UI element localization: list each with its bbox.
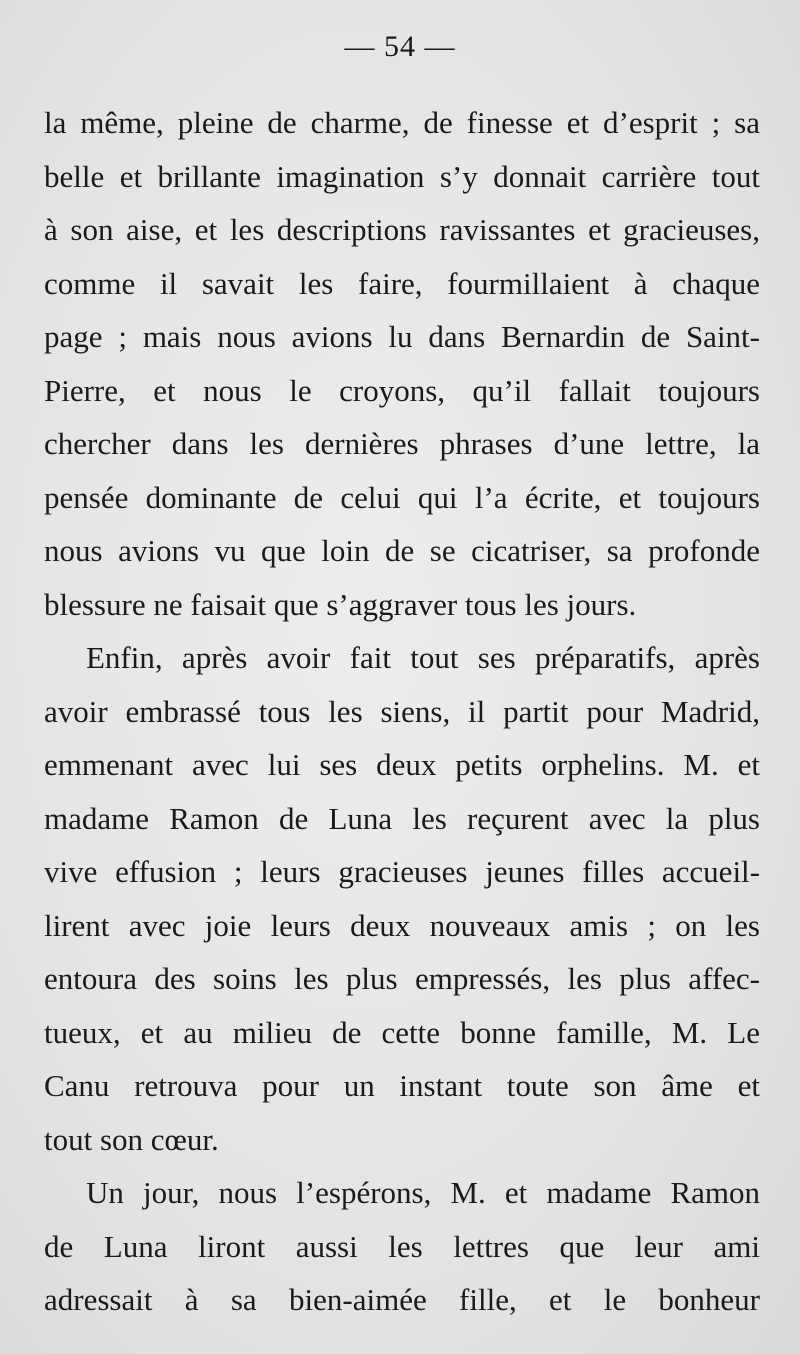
- text-line: belle et brillante imagination s’y donnait carrière tout: [44, 158, 760, 194]
- paragraph-3: [44, 1166, 760, 1327]
- text-line: madame Ramon de Luna les reçurent avec la plus: [44, 800, 760, 836]
- text-line: Enfin, après avoir fait tout ses préparatifs, après: [86, 640, 760, 675]
- text-line: à son aise, et les descriptions ravissantes et gracieuses,: [44, 212, 760, 247]
- text-line: Un jour, nous l’espérons, M. et madame Ramon: [86, 1175, 760, 1210]
- text-line: lirent avec joie leurs deux nouveaux amis ; on les: [44, 907, 760, 943]
- page-number: — 54 —: [344, 30, 456, 63]
- text-line: Canu retrouva pour un instant toute son âme et: [44, 1068, 760, 1103]
- text-line: tout son cœur.: [44, 1121, 219, 1157]
- text-line: emmenant avec lui ses deux petits orphelins. M. et: [44, 747, 760, 782]
- text-line: entoura des soins les plus empressés, les plus affec-: [44, 961, 760, 996]
- text-line: pensée dominante de celui qui l’a écrite, et toujours: [44, 479, 760, 515]
- text-line: blessure ne faisait que s’aggraver tous les jours.: [44, 586, 637, 622]
- text-line: vive effusion ; leurs gracieuses jeunes filles accueil-: [44, 854, 760, 889]
- text-line: avoir embrassé tous les siens, il partit pour Madrid,: [44, 693, 760, 729]
- text-line: Pierre, et nous le croyons, qu’il fallait toujours: [44, 372, 760, 408]
- text-line: tueux, et au milieu de cette bonne famille, M. Le: [44, 1014, 760, 1050]
- text-line: page ; mais nous avions lu dans Bernardin de Saint-: [44, 319, 760, 354]
- text-line: nous avions vu que loin de se cicatriser, sa profonde: [44, 533, 760, 568]
- text-line: comme il savait les faire, fourmillaient à chaque: [44, 265, 760, 301]
- text-line: la même, pleine de charme, de finesse et d’esprit ; sa: [44, 105, 760, 140]
- paragraph-2: [44, 631, 760, 1166]
- paragraph-1: [44, 96, 760, 631]
- text-line: adressait à sa bien-aimée fille, et le bonheur: [44, 1282, 760, 1317]
- text-line: chercher dans les dernières phrases d’une lettre, la: [44, 426, 760, 461]
- text-line: de Luna liront aussi les lettres que leur ami: [44, 1228, 760, 1264]
- body-text: [44, 96, 760, 1327]
